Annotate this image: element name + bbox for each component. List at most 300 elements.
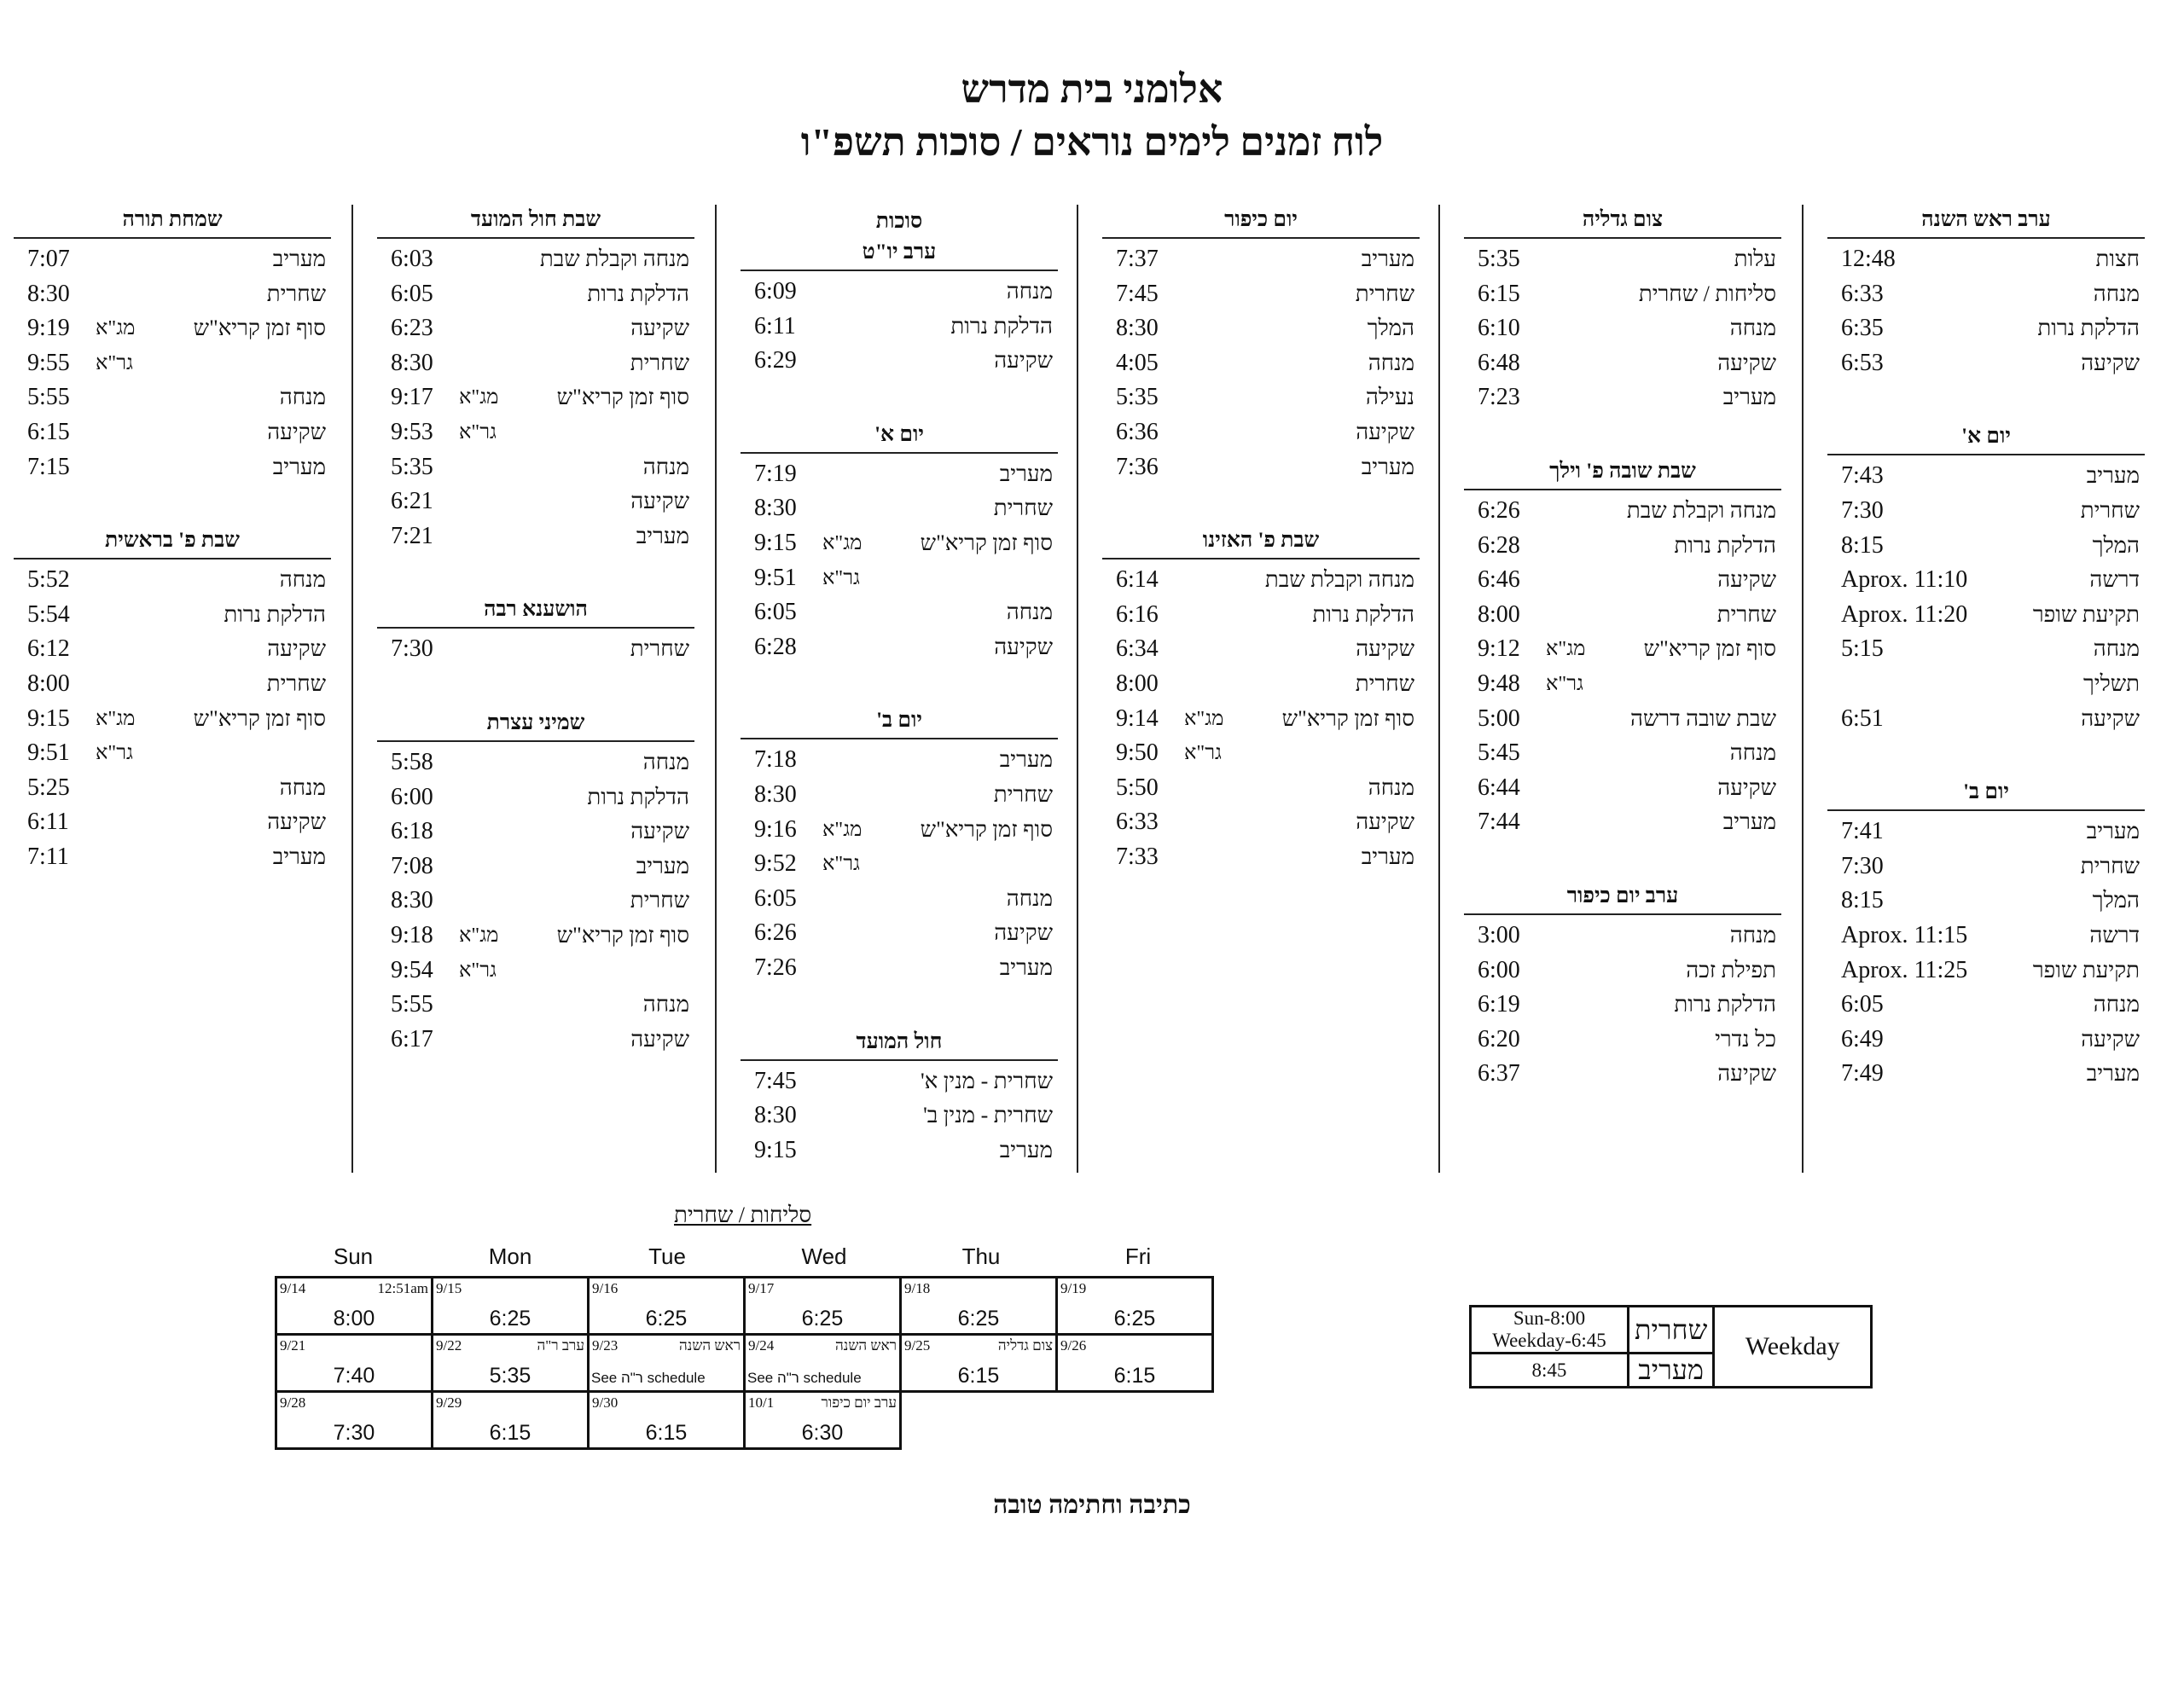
cell-time: 6:15 (645, 1421, 688, 1445)
weekday-shacharis-sun: Sun-8:00 (1513, 1307, 1586, 1329)
cell-time: 6:30 (801, 1421, 844, 1445)
section-title: שמיני עצרת (377, 708, 694, 742)
schedule-column-tzom-gedalia (1464, 205, 1781, 1133)
schedule-section (741, 705, 1058, 985)
schedule-row (1102, 346, 1420, 381)
selichos-title: סליחות / שחרית (674, 1203, 812, 1227)
schedule-section (377, 594, 694, 667)
cell-date: 9/28 (280, 1394, 306, 1411)
schedule-row (1102, 415, 1420, 450)
schedule-row (741, 491, 1058, 526)
cell-note: ראש השנה (835, 1337, 897, 1354)
section-title: שבת שובה פ' וילך (1464, 456, 1781, 490)
schedule-row (1464, 1023, 1781, 1058)
prayer-label: מעריב (2086, 463, 2140, 489)
prayer-label: מנחה (1729, 740, 1776, 766)
opinion-label: גר"א (96, 351, 133, 374)
schedule-row (377, 311, 694, 346)
schedule-row (1827, 311, 2145, 346)
prayer-time: 9:12 (1478, 635, 1520, 663)
prayer-label: מעריב (2086, 819, 2140, 844)
prayer-label: מעריב (272, 246, 326, 271)
opinion-label: מג"א (459, 386, 499, 409)
prayer-label: שחרית (2080, 497, 2140, 523)
prayer-time: 7:07 (27, 246, 70, 272)
schedule-row (1827, 1057, 2145, 1092)
prayer-time: 5:45 (1478, 739, 1520, 767)
section-title: ערב יום כיפור (1464, 881, 1781, 915)
opinion-label: מג"א (822, 531, 863, 554)
schedule-row (377, 988, 694, 1023)
cell-note: 12:51am (377, 1280, 428, 1296)
prayer-label: מעריב (636, 853, 689, 878)
schedule-row (741, 310, 1058, 345)
prayer-label: הדלקת נרות (950, 313, 1053, 339)
prayer-label: שקיעה (267, 809, 326, 835)
prayer-label: מנחה (2093, 636, 2140, 662)
cell-time: 6:15 (1113, 1364, 1156, 1388)
schedule-row (1464, 380, 1781, 415)
prayer-label: סוף זמן קריא"ש (193, 705, 326, 731)
prayer-time: 6:09 (754, 278, 797, 304)
prayer-label: שקיעה (630, 1026, 689, 1052)
schedule-section (1827, 777, 2145, 1092)
schedule-row (1102, 277, 1420, 312)
schedule-row (741, 951, 1058, 986)
schedule-row (1464, 277, 1781, 312)
day-header-mon: Mon (488, 1244, 532, 1269)
selichos-day-cell (901, 1278, 1057, 1335)
prayer-time: 9:51 (27, 739, 70, 767)
prayer-label: סוף זמן קריא"ש (920, 816, 1053, 842)
prayer-time: 7:37 (1116, 246, 1159, 272)
selichos-day-cell (433, 1278, 589, 1335)
schedule-row (14, 840, 331, 875)
schedule-row (1102, 563, 1420, 598)
schedule-row (377, 745, 694, 780)
prayer-time: 8:30 (754, 495, 797, 522)
weekday-maariv-label: מעריב (1629, 1354, 1714, 1388)
prayer-label: שחרית (1716, 601, 1776, 627)
prayer-time: 6:03 (391, 246, 433, 272)
prayer-label: שחרית (266, 281, 326, 306)
selichos-day-cell (276, 1278, 433, 1335)
day-header-sun: Sun (333, 1244, 374, 1269)
section-title: שבת פ' האזינו (1102, 525, 1420, 559)
prayer-label: שקיעה (994, 920, 1053, 946)
prayer-time: 6:05 (754, 599, 797, 626)
cell-time: 5:35 (489, 1364, 531, 1388)
schedule-row (741, 275, 1058, 310)
prayer-label: מעריב (999, 954, 1053, 980)
prayer-label: שבת שובה דרשה (1630, 705, 1776, 731)
schedule-row (1464, 529, 1781, 564)
prayer-time: 9:53 (391, 418, 433, 445)
prayer-label: מעריב (1722, 385, 1776, 410)
opinion-label: גר"א (822, 566, 860, 589)
opinion-label: גר"א (459, 959, 497, 982)
prayer-label: מנחה (1368, 350, 1414, 375)
prayer-time: 7:33 (1116, 843, 1159, 870)
prayer-time: 7:44 (1478, 809, 1520, 836)
schedule-row (1827, 988, 2145, 1023)
schedule-row (1464, 988, 1781, 1023)
schedule-row (1827, 1023, 2145, 1058)
prayer-label: מעריב (272, 844, 326, 869)
prayer-label: תקיעת שופר (2032, 601, 2140, 627)
schedule-row (1102, 311, 1420, 346)
prayer-label: הדלקת נרות (587, 784, 689, 809)
selichos-week-row (276, 1278, 1213, 1335)
prayer-time: 9:15 (27, 704, 70, 732)
schedule-column-simchas-torah (14, 205, 331, 916)
schedule-row (1464, 954, 1781, 988)
schedule-row (1464, 919, 1781, 954)
column-divider (1438, 205, 1440, 1173)
schedule-section (741, 420, 1058, 665)
schedule-section (1102, 525, 1420, 874)
prayer-time: 8:30 (391, 349, 433, 376)
prayer-label: שקיעה (267, 636, 326, 662)
prayer-time: 5:52 (27, 566, 70, 594)
prayer-label: תקיעת שופר (2032, 957, 2140, 983)
cell-date: 9/26 (1060, 1337, 1087, 1354)
schedule-row (14, 736, 331, 771)
schedule-row (1102, 598, 1420, 633)
prayer-time: 6:36 (1116, 418, 1159, 445)
schedule-row (1102, 805, 1420, 840)
prayer-time: 6:33 (1116, 809, 1159, 836)
prayer-time: 6:49 (1841, 1025, 1884, 1052)
prayer-time: 7:08 (391, 852, 433, 879)
footer-greeting: כתיבה וחתימה טובה (993, 1491, 1191, 1519)
schedule-row (741, 882, 1058, 917)
schedule-row (14, 346, 331, 381)
prayer-time: Aprox. 11:10 (1841, 566, 1968, 594)
page-title: אלומני בית מדרש (961, 67, 1223, 111)
prayer-time: 9:15 (754, 1136, 797, 1163)
prayer-label: מעריב (636, 523, 689, 548)
schedule-row (741, 1133, 1058, 1168)
cell-date: 9/24 (748, 1337, 775, 1354)
section-title: ערב ראש השנה (1827, 205, 2145, 239)
prayer-label: שקיעה (630, 316, 689, 341)
prayer-time: 6:18 (391, 818, 433, 845)
prayer-time: 7:23 (1478, 384, 1520, 411)
empty-cell (1057, 1392, 1213, 1449)
prayer-label: מנחה (642, 454, 689, 479)
selichos-day-cell (901, 1335, 1057, 1392)
prayer-label: שחרית (993, 781, 1053, 807)
prayer-time: 9:14 (1116, 704, 1159, 732)
prayer-label: שקיעה (1717, 567, 1776, 593)
prayer-time: 7:36 (1116, 453, 1159, 480)
prayer-label: שקיעה (267, 419, 326, 444)
prayer-time: 9:52 (754, 850, 797, 878)
schedule-row (377, 484, 694, 519)
prayer-label: הדלקת נרות (587, 281, 689, 306)
schedule-row (1102, 450, 1420, 485)
schedule-row (377, 1023, 694, 1058)
cell-time: 6:15 (489, 1421, 531, 1445)
prayer-time: 6:00 (1478, 956, 1520, 983)
prayer-label: שקיעה (630, 489, 689, 514)
opinion-label: מג"א (1546, 638, 1586, 661)
schedule-row (1827, 815, 2145, 849)
prayer-time: 6:05 (754, 884, 797, 912)
prayer-time: 6:35 (1841, 315, 1884, 342)
schedule-column-shabbos-chol-hamoed (377, 205, 694, 1098)
prayer-time: 8:00 (1478, 600, 1520, 628)
cell-time: 6:15 (957, 1364, 1000, 1388)
prayer-label: מנחה (642, 992, 689, 1017)
prayer-time: 7:49 (1841, 1060, 1884, 1087)
schedule-row (741, 916, 1058, 951)
prayer-time: 9:16 (754, 815, 797, 843)
prayer-label: מנחה (642, 749, 689, 774)
section-title: שמחת תורה (14, 205, 331, 239)
prayer-label: עלות (1734, 246, 1776, 271)
prayer-time: 7:11 (27, 843, 69, 870)
schedule-row (741, 743, 1058, 778)
prayer-time: 7:30 (1841, 852, 1884, 879)
prayer-label: הדלקת נרות (1674, 532, 1776, 558)
prayer-time: 9:48 (1478, 670, 1520, 697)
schedule-row (1827, 702, 2145, 737)
cell-time: 6:25 (489, 1307, 531, 1330)
prayer-time: 5:35 (1116, 384, 1159, 411)
prayer-time: 8:00 (27, 670, 70, 697)
cell-date: 9/30 (592, 1394, 619, 1411)
prayer-time: 5:58 (391, 748, 433, 775)
prayer-label: שקיעה (630, 819, 689, 844)
cell-time: 8:00 (333, 1307, 375, 1330)
prayer-time: 9:55 (27, 349, 70, 376)
prayer-time: 6:12 (27, 635, 70, 663)
selichos-week-row (276, 1335, 1213, 1392)
prayer-label: מעריב (272, 454, 326, 479)
cell-note: ראש השנה (679, 1337, 741, 1354)
schedule-row (1464, 736, 1781, 771)
cell-date: 9/14 (280, 1280, 306, 1296)
schedule-row (741, 457, 1058, 492)
section-title: יום ב' (741, 705, 1058, 739)
prayer-time: 6:05 (391, 280, 433, 307)
empty-cell (901, 1392, 1057, 1449)
opinion-label: גר"א (96, 742, 133, 765)
cell-date: 9/16 (592, 1280, 619, 1296)
schedule-row (377, 954, 694, 988)
prayer-label: מנחה (1729, 922, 1776, 948)
prayer-time: 6:00 (391, 783, 433, 810)
prayer-time: 6:53 (1841, 349, 1884, 376)
cell-time: 7:30 (333, 1421, 375, 1445)
schedule-row (14, 311, 331, 346)
prayer-time: 9:17 (391, 384, 433, 411)
prayer-label: שקיעה (1356, 419, 1414, 444)
schedule-row (377, 346, 694, 381)
selichos-day-cell (745, 1335, 901, 1392)
section-title: ערב יו"ט (741, 237, 1058, 271)
selichos-day-cell (589, 1335, 745, 1392)
schedule-row (741, 561, 1058, 596)
schedule-section (1464, 205, 1781, 415)
prayer-label: חצות (2095, 246, 2140, 271)
schedule-row (1464, 1057, 1781, 1092)
prayer-label: שחרית (630, 350, 689, 375)
schedule-row (1102, 242, 1420, 277)
schedule-row (1827, 277, 2145, 312)
weekday-shacharis-label: שחרית (1629, 1307, 1714, 1354)
cell-see-schedule: See ר"ה schedule (747, 1370, 862, 1386)
schedule-section (1464, 456, 1781, 840)
schedule-row (1464, 563, 1781, 598)
prayer-label: מנחה (2093, 281, 2140, 306)
prayer-time: 6:23 (391, 315, 433, 342)
prayer-label: דרשה (2089, 922, 2140, 948)
cell-date: 9/22 (436, 1337, 462, 1354)
weekday-shacharis-times (1471, 1307, 1629, 1354)
prayer-label: שקיעה (2081, 350, 2140, 375)
section-title: הושענא רבה (377, 594, 694, 629)
prayer-label: דרשה (2089, 567, 2140, 593)
prayer-time: 6:34 (1116, 635, 1159, 663)
schedule-section (1464, 881, 1781, 1092)
prayer-label: שקיעה (2081, 1026, 2140, 1052)
prayer-time: 7:30 (391, 635, 433, 663)
prayer-label: סוף זמן קריא"ש (556, 385, 689, 410)
prayer-label: שחרית (2080, 853, 2140, 878)
selichos-day-cell (433, 1335, 589, 1392)
column-divider (351, 205, 353, 1173)
prayer-time: 6:19 (1478, 991, 1520, 1018)
prayer-label: הדלקת נרות (224, 601, 326, 627)
selichos-day-cell (589, 1392, 745, 1449)
schedule-section (377, 708, 694, 1057)
schedule-row (1102, 702, 1420, 737)
schedule-row (1464, 702, 1781, 737)
prayer-label: מנחה וקבלת שבת (1626, 497, 1776, 523)
prayer-time: 8:00 (1116, 670, 1159, 697)
schedule-section (1827, 421, 2145, 736)
prayer-time: 6:11 (27, 809, 69, 836)
cell-time: 7:40 (333, 1364, 375, 1388)
opinion-label: גר"א (459, 420, 497, 443)
cell-date: 9/21 (280, 1337, 306, 1354)
schedule-row (1827, 242, 2145, 277)
schedule-row (1102, 736, 1420, 771)
prayer-time: 6:33 (1841, 280, 1884, 307)
schedule-row (1464, 311, 1781, 346)
prayer-time: 9:54 (391, 956, 433, 983)
prayer-time: 9:50 (1116, 739, 1159, 767)
opinion-label: מג"א (1184, 707, 1224, 730)
day-header-fri: Fri (1124, 1244, 1152, 1269)
prayer-label: תשליך (2082, 670, 2140, 696)
schedule-row (741, 778, 1058, 813)
schedule-row (14, 598, 331, 633)
schedule-row (1827, 459, 2145, 494)
weekday-shacharis-weekday: Weekday-6:45 (1492, 1330, 1606, 1351)
prayer-time: 8:30 (27, 280, 70, 307)
selichos-day-cell (1057, 1335, 1213, 1392)
schedule-row (1827, 667, 2145, 702)
schedule-section (1102, 205, 1420, 484)
prayer-label: כל נדרי (1715, 1026, 1776, 1052)
schedule-row (14, 702, 331, 737)
prayer-label: סוף זמן קריא"ש (193, 316, 326, 341)
opinion-label: מג"א (459, 924, 499, 947)
opinion-label: מג"א (96, 707, 136, 730)
prayer-time: 7:18 (754, 746, 797, 774)
schedule-row (14, 380, 331, 415)
prayer-label: שחרית - מנין ב' (923, 1103, 1053, 1128)
prayer-time: 9:15 (754, 529, 797, 556)
cell-date: 9/18 (904, 1280, 931, 1296)
opinion-label: גר"א (1546, 672, 1583, 695)
schedule-row (1102, 840, 1420, 875)
prayer-time: 9:51 (754, 564, 797, 591)
prayer-label: שחרית (1355, 670, 1414, 696)
cell-date: 9/29 (436, 1394, 462, 1411)
prayer-time: 5:55 (27, 384, 70, 411)
schedule-row (1102, 632, 1420, 667)
cell-date: 9/19 (1060, 1280, 1087, 1296)
prayer-time: 7:45 (1116, 280, 1159, 307)
prayer-time: 4:05 (1116, 349, 1159, 376)
prayer-label: מנחה (1006, 279, 1053, 304)
prayer-label: שקיעה (1717, 350, 1776, 375)
prayer-label: תפילת זכה (1686, 957, 1776, 983)
weekday-maariv-time: 8:45 (1471, 1354, 1629, 1388)
prayer-time: 6:21 (391, 488, 433, 515)
schedule-row (1827, 849, 2145, 884)
section-title: שבת חול המועד (377, 205, 694, 239)
schedule-row (14, 277, 331, 312)
prayer-time: 6:29 (754, 347, 797, 374)
schedule-row (741, 344, 1058, 379)
prayer-label: שחרית (266, 670, 326, 696)
prayer-label: סוף זמן קריא"ש (920, 530, 1053, 555)
cell-time: 6:25 (957, 1307, 1000, 1330)
schedule-row (377, 884, 694, 919)
prayer-time: 5:25 (27, 774, 70, 801)
cell-date: 9/25 (904, 1337, 931, 1354)
schedule-row (1827, 563, 2145, 598)
prayer-label: מנחה (1006, 885, 1053, 911)
schedule-row (1827, 919, 2145, 954)
schedule-row (377, 919, 694, 954)
schedule-row (1464, 346, 1781, 381)
schedule-row (377, 849, 694, 884)
selichos-week-row (276, 1392, 1213, 1449)
prayer-time: 7:41 (1841, 818, 1884, 845)
schedule-section (741, 1027, 1058, 1168)
prayer-time: 6:16 (1116, 600, 1159, 628)
schedule-row (1827, 494, 2145, 529)
prayer-time: 6:26 (1478, 496, 1520, 524)
day-header-wed: Wed (801, 1244, 847, 1269)
weekday-label: Weekday (1714, 1307, 1872, 1388)
prayer-label: שחרית (630, 636, 689, 662)
schedule-row (1464, 805, 1781, 840)
prayer-time: Aprox. 11:20 (1841, 600, 1968, 628)
schedule-row (14, 667, 331, 702)
prayer-label: סוף זמן קריא"ש (1281, 705, 1414, 731)
prayer-label: שקיעה (1717, 774, 1776, 800)
prayer-label: מנחה וקבלת שבת (539, 246, 689, 271)
section-title: יום כיפור (1102, 205, 1420, 239)
